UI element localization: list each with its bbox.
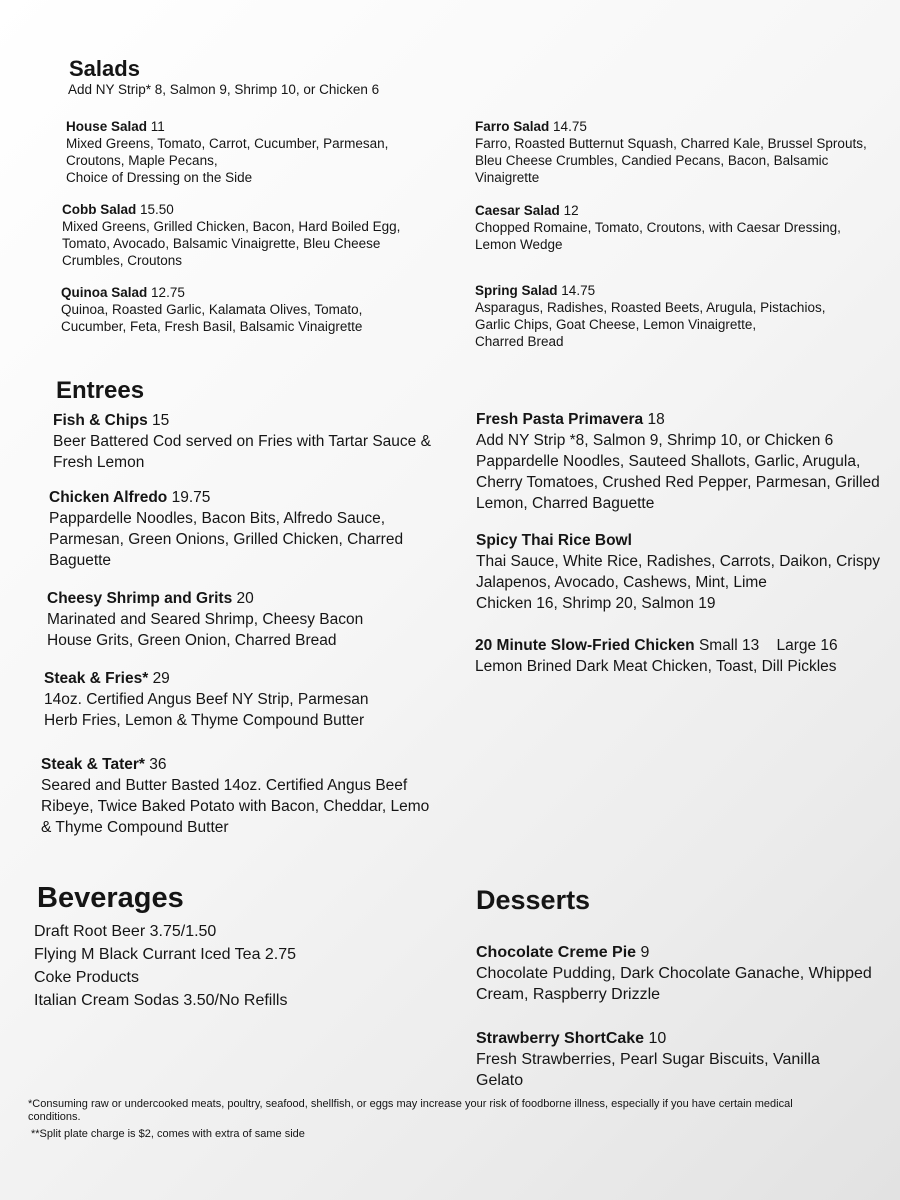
menu-item [475,282,825,350]
item-description-line: Pappardelle Noodles, Sauteed Shallots, Garlic, Arugula, [476,453,861,470]
item-price: 10 [648,1030,667,1047]
item-price: 12.75 [151,285,185,300]
beverage-line: Draft Root Beer 3.75/1.50 [34,923,217,940]
item-description-line: & Thyme Compound Butter [41,819,229,836]
item-description-line: Fresh Lemon [53,454,145,471]
item-description-line: Cucumber, Feta, Fresh Basil, Balsamic Vinaigrette [61,319,363,334]
menu-item [44,668,369,731]
item-description-line: Cream, Raspberry Drizzle [476,986,661,1003]
item-description-line: Chocolate Pudding, Dark Chocolate Ganache, Whipped [476,965,872,982]
item-header [44,668,369,689]
menu-item [49,487,403,571]
item-description-line: Marinated and Seared Shrimp, Cheesy Bacon [47,611,364,628]
menu-item [53,410,431,473]
menu-item [475,635,838,677]
menu-item [61,284,362,335]
item-price: 15.50 [140,202,174,217]
footnote-allergy [28,1098,888,1124]
item-price: 18 [647,411,665,428]
beverages-list [34,921,296,1011]
item-description-line: Pappardelle Noodles, Bacon Bits, Alfredo Sauce, [49,510,386,527]
menu-item [62,201,400,269]
menu-item [47,588,363,651]
footnote-line: *Consuming raw or undercooked meats, poultry, seafood, shellfish, or eggs may increase your risk of foodborne illness, especially if you have certain medical [28,1098,793,1110]
menu-item [476,1028,820,1091]
item-description-line: Crumbles, Croutons [62,253,183,268]
salads-heading: Salads [69,56,140,81]
item-description-line: Thai Sauce, White Rice, Radishes, Carrots, Daikon, Crispy [476,553,881,570]
item-description-line: Fresh Strawberries, Pearl Sugar Biscuits, Vanilla [476,1051,820,1068]
item-header [476,942,872,963]
item-name: Cobb Salad [62,202,137,217]
item-description-line: Chicken 16, Shrimp 20, Salmon 19 [476,595,716,612]
item-name: Fish & Chips [53,412,148,429]
item-header [476,1028,820,1049]
item-description-line: Gelato [476,1072,524,1089]
item-name: Fresh Pasta Primavera [476,411,644,428]
item-description-line: Jalapenos, Avocado, Cashews, Mint, Lime [476,574,767,591]
item-description-line: Mixed Greens, Tomato, Carrot, Cucumber, Parmesan, [66,136,389,151]
item-price: 14.75 [553,119,587,134]
item-price: 9 [640,944,650,961]
item-description-line: Mixed Greens, Grilled Chicken, Bacon, Hard Boiled Egg, [62,219,401,234]
item-name: Steak & Fries* [44,670,149,687]
item-header [41,754,429,775]
item-header [53,410,431,431]
item-header [475,118,867,135]
item-price: 11 [150,119,165,134]
item-description-line: Tomato, Avocado, Balsamic Vinaigrette, Bleu Cheese [62,236,381,251]
item-header [476,409,880,430]
item-header [476,530,880,551]
beverage-line: Coke Products [34,969,139,986]
desserts-heading: Desserts [476,885,591,915]
item-description-line: Cherry Tomatoes, Crushed Red Pepper, Parmesan, Grilled [476,474,880,491]
beverage-line: Italian Cream Sodas 3.50/No Refills [34,992,288,1009]
menu-item [476,409,880,514]
item-description-line: Seared and Butter Basted 14oz. Certified Angus Beef [41,777,408,794]
item-description-line: Garlic Chips, Goat Cheese, Lemon Vinaigrette, [475,317,757,332]
item-header [62,201,400,218]
item-price: 15 [152,412,170,429]
item-description-line: Baguette [49,552,112,569]
menu-item [41,754,429,838]
item-description-line: Chopped Romaine, Tomato, Croutons, with Caesar Dressing, [475,220,841,235]
item-description-line: Lemon, Charred Baguette [476,495,655,512]
item-name: Chocolate Creme Pie [476,944,637,961]
menu-item [476,530,880,614]
item-price: 29 [152,670,170,687]
item-name: Chicken Alfredo [49,489,168,506]
item-description-line: House Grits, Green Onion, Charred Bread [47,632,337,649]
beverages-heading: Beverages [37,882,184,914]
item-description-line: Farro, Roasted Butternut Squash, Charred Kale, Brussel Sprouts, [475,136,867,151]
item-description-line: Add NY Strip *8, Salmon 9, Shrimp 10, or Chicken 6 [476,432,834,449]
item-header [49,487,403,508]
item-description-line: Lemon Wedge [475,237,563,252]
item-header [47,588,363,609]
item-description-line: Choice of Dressing on the Side [66,170,253,185]
item-description-line: Lemon Brined Dark Meat Chicken, Toast, Dill Pickles [475,658,837,675]
item-description-line: Ribeye, Twice Baked Potato with Bacon, Cheddar, Lemo [41,798,430,815]
item-price: 36 [149,756,167,773]
item-description-line: Vinaigrette [475,170,540,185]
item-name: Caesar Salad [475,203,560,218]
menu-item [66,118,388,186]
item-name: Farro Salad [475,119,550,134]
item-name: Cheesy Shrimp and Grits [47,590,233,607]
item-name: Strawberry ShortCake [476,1030,645,1047]
item-name: Steak & Tater* [41,756,145,773]
item-price: 12 [563,203,579,218]
menu-item [475,118,867,186]
item-header [61,284,362,301]
item-header [475,635,838,656]
item-name: House Salad [66,119,148,134]
item-description-line: Herb Fries, Lemon & Thyme Compound Butter [44,712,365,729]
entrees-heading: Entrees [56,377,145,404]
footnote-line: conditions. [28,1111,81,1123]
item-name: 20 Minute Slow-Fried Chicken [475,637,695,654]
beverage-line: Flying M Black Currant Iced Tea 2.75 [34,946,297,963]
item-description-line: Parmesan, Green Onions, Grilled Chicken, Charred [49,531,404,548]
item-description-line: Asparagus, Radishes, Roasted Beets, Arugula, Pistachios, [475,300,826,315]
item-description-line: Bleu Cheese Crumbles, Candied Pecans, Bacon, Balsamic [475,153,829,168]
menu-item [476,942,872,1005]
salads-subtitle: Add NY Strip* 8, Salmon 9, Shrimp 10, or Chicken 6 [68,82,380,97]
item-description-line: Quinoa, Roasted Garlic, Kalamata Olives, Tomato, [61,302,363,317]
menu-item [475,202,841,253]
item-description-line: Charred Bread [475,334,564,349]
footnote-split-plate: **Split plate charge is $2, comes with extra of same side [31,1128,305,1140]
item-price: Small 13 Large 16 [698,637,838,654]
item-name: Spicy Thai Rice Bowl [476,532,632,549]
item-header [475,202,841,219]
item-price: 20 [236,590,254,607]
item-price: 14.75 [561,283,596,298]
item-price: 19.75 [171,489,211,506]
item-description-line: Croutons, Maple Pecans, [66,153,218,168]
item-name: Spring Salad [475,283,558,298]
item-description-line: Beer Battered Cod served on Fries with Tartar Sauce & [53,433,431,450]
item-description-line: 14oz. Certified Angus Beef NY Strip, Parmesan [44,691,369,708]
item-name: Quinoa Salad [61,285,148,300]
item-header [66,118,388,135]
item-header [475,282,825,299]
